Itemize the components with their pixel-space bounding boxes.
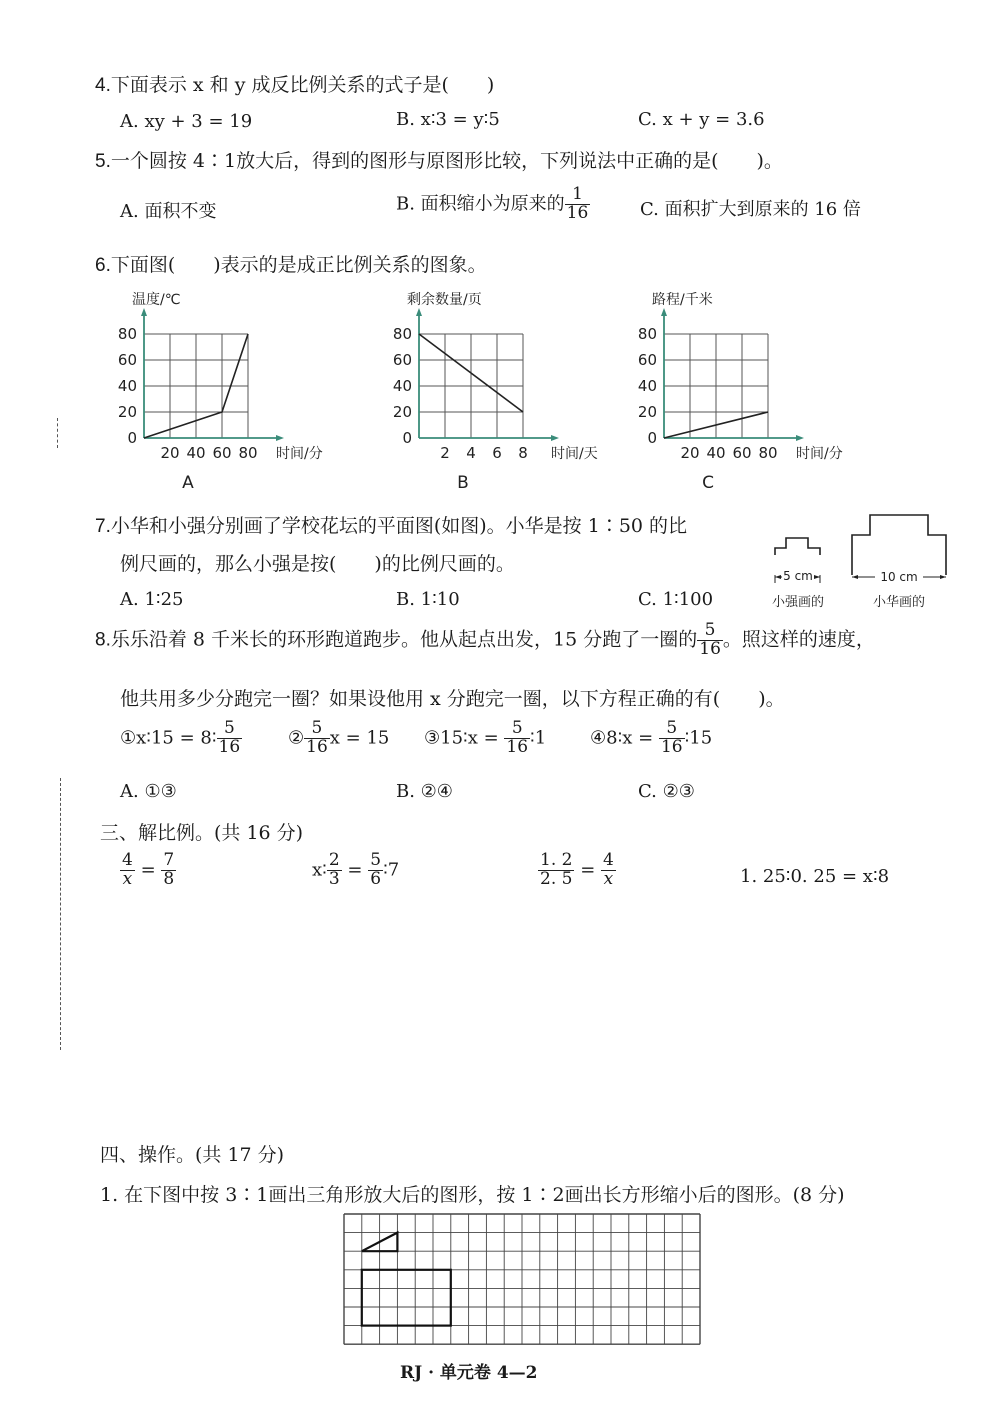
y-tick-label: 40	[637, 377, 657, 395]
fraction: $\frac{5}{16}$	[699, 620, 721, 659]
small-caption: 小强画的	[771, 595, 825, 610]
section-4-question-1: 1. 在下图中按 3∶1画出三角形放大后的图形，按 1∶2画出长方形缩小后的图形。(8 分)	[100, 1184, 845, 1206]
chart-label: A	[182, 473, 194, 493]
x-tick-label: 80	[758, 444, 778, 462]
y-tick-label: 80	[117, 325, 137, 343]
x-axis-arrow	[551, 435, 559, 441]
question-4: 4.下面表示 x 和 y 成反比例关系的式子是( )	[95, 74, 495, 96]
proportion-4: 1. 25∶0. 25 = x∶8	[740, 866, 890, 887]
q4-option-c[interactable]: C. x + y = 3.6	[638, 109, 765, 130]
binding-mark	[57, 418, 58, 448]
x-tick-label: 6	[492, 444, 502, 462]
y-tick-label: 60	[392, 351, 412, 369]
chart-b	[385, 285, 635, 495]
xiaohua-plan-figure	[852, 515, 946, 610]
fraction: $\frac{1}{16}$	[566, 184, 589, 223]
y-tick-label: 60	[117, 351, 137, 369]
binding-line	[60, 778, 61, 1050]
y-tick-label: 80	[637, 325, 657, 343]
x-axis-arrow	[796, 435, 804, 441]
rectangle-shape	[362, 1270, 451, 1326]
proportion-2: x∶ $\frac{2}{3}$ = $\frac{5}{6}$ ∶7	[312, 850, 400, 889]
q8-option-c[interactable]: C. ②③	[638, 781, 695, 802]
y-tick-label: 80	[392, 325, 412, 343]
q4-option-b[interactable]: B. x∶3 = y∶5	[396, 109, 500, 130]
y-axis-arrow	[661, 308, 667, 316]
chart-c	[630, 285, 880, 495]
x-axis-label: 时间/天	[551, 446, 598, 462]
q5-option-a[interactable]: A. 面积不变	[120, 201, 217, 222]
x-tick-label: 4	[466, 444, 476, 462]
question-6: 6.下面图( )表示的是成正比例关系的图象。	[95, 254, 487, 276]
page-footer: RJ · 单元卷 4—2	[400, 1363, 538, 1383]
y-axis-label: 温度/℃	[132, 292, 181, 308]
q8-option-a[interactable]: A. ①③	[120, 781, 177, 802]
y-axis-arrow	[141, 308, 147, 316]
q7-figures	[760, 505, 960, 615]
q7-option-b[interactable]: B. 1∶10	[396, 589, 460, 610]
equation-4: ④8∶x = $\frac{5}{16}$ ∶15	[590, 718, 713, 757]
equation-1: ①x∶15 = 8∶ $\frac{5}{16}$	[120, 718, 241, 757]
section-3-title: 三、解比例。(共 16 分)	[100, 822, 304, 844]
xiaoqiang-plan-figure	[772, 538, 824, 610]
y-tick-label: 60	[637, 351, 657, 369]
q8-option-b[interactable]: B. ②④	[396, 781, 453, 802]
x-tick-label: 60	[732, 444, 752, 462]
big-dimension-label: 10 cm	[880, 570, 918, 584]
q7-option-c[interactable]: C. 1∶100	[638, 589, 714, 610]
question-7-line2: 例尺画的，那么小强是按( )的比例尺画的。	[120, 553, 515, 575]
q5-option-c[interactable]: C. 面积扩大到原来的 16 倍	[640, 199, 861, 220]
x-tick-label: 40	[186, 444, 206, 462]
proportion-3: $\frac{1. 2}{2. 5}$ = $\frac{4}{x}$	[540, 850, 614, 889]
x-tick-label: 20	[680, 444, 700, 462]
proportion-1: $\frac{4}{x}$ = $\frac{7}{8}$	[122, 850, 175, 889]
small-dimension-label: 5 cm	[783, 569, 813, 583]
y-tick-label: 0	[127, 429, 137, 447]
y-tick-label: 20	[392, 403, 412, 421]
y-tick-label: 20	[637, 403, 657, 421]
q4-option-a[interactable]: A. xy + 3 = 19	[120, 111, 253, 132]
drawing-grid[interactable]	[340, 1210, 702, 1346]
y-tick-label: 0	[647, 429, 657, 447]
x-tick-label: 60	[212, 444, 232, 462]
y-tick-label: 20	[117, 403, 137, 421]
equation-3: ③15∶x = $\frac{5}{16}$ ∶1	[424, 718, 547, 757]
y-tick-label: 0	[402, 429, 412, 447]
y-axis-arrow	[416, 308, 422, 316]
question-8-line2: 他共用多少分跑完一圈？如果设他用 x 分跑完一圈，以下方程正确的有( )。	[120, 688, 785, 710]
x-axis-label: 时间/分	[276, 446, 323, 462]
equation-2: ② $\frac{5}{16}$ x = 15	[288, 718, 390, 757]
x-tick-label: 2	[440, 444, 450, 462]
chart-a	[110, 285, 360, 495]
chart-label: B	[457, 473, 469, 493]
chart-label: C	[702, 473, 714, 493]
q5-option-b[interactable]: B. 面积缩小为原来的 $\frac{1}{16}$	[396, 184, 589, 223]
y-axis-label: 路程/千米	[652, 292, 713, 308]
x-tick-label: 20	[160, 444, 180, 462]
x-axis-label: 时间/分	[796, 446, 843, 462]
x-tick-label: 40	[706, 444, 726, 462]
section-4-title: 四、操作。(共 17 分)	[100, 1144, 285, 1166]
question-7: 7.小华和小强分别画了学校花坛的平面图(如图)。小华是按 1∶50 的比	[95, 515, 688, 537]
question-8: 8.乐乐沿着 8 千米长的环形跑道跑步。他从起点出发，15 分跑了一圈的 $\frac{5}{16}$ 。照这样的速度，	[95, 620, 875, 659]
x-tick-label: 8	[518, 444, 528, 462]
y-tick-label: 40	[392, 377, 412, 395]
y-axis-label: 剩余数量/页	[407, 292, 482, 308]
question-5: 5.一个圆按 4∶1放大后，得到的图形与原图形比较，下列说法中正确的是( )。	[95, 150, 783, 172]
q7-option-a[interactable]: A. 1∶25	[120, 589, 184, 610]
x-axis-arrow	[276, 435, 284, 441]
x-tick-label: 80	[238, 444, 258, 462]
y-tick-label: 40	[117, 377, 137, 395]
big-caption: 小华画的	[872, 595, 926, 610]
